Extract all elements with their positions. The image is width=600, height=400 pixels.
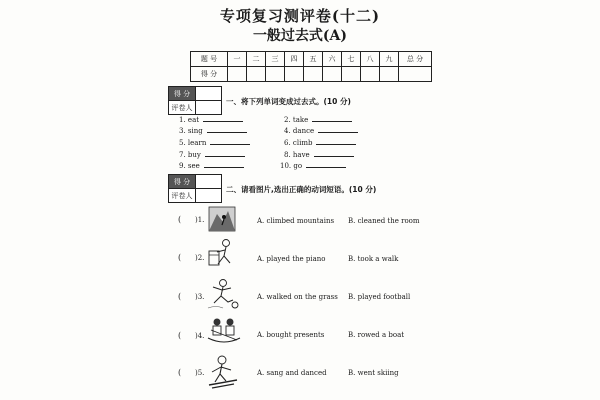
- score-col: 四: [285, 52, 304, 67]
- word-num: 4.: [284, 127, 291, 135]
- option-a[interactable]: A. walked on the grass: [257, 293, 338, 301]
- grader-name-cell[interactable]: [195, 189, 221, 202]
- word-num: 7.: [179, 151, 186, 159]
- grader-score-cell[interactable]: [195, 175, 221, 188]
- score-col: 六: [323, 52, 342, 67]
- word-item: [179, 162, 244, 170]
- answer-blank[interactable]: [207, 132, 247, 133]
- score-table-score-row: [191, 67, 432, 82]
- score-table: [190, 51, 432, 82]
- section1-heading: 一、将下列单词变成过去式。(10 分): [226, 97, 351, 106]
- grader-score-cell[interactable]: [195, 87, 221, 100]
- word-item: [284, 127, 358, 135]
- grader-box-1: [168, 86, 222, 115]
- word-text: have: [292, 151, 310, 159]
- score-total-label: 总 分: [399, 52, 432, 67]
- answer-paren[interactable]: (: [178, 292, 182, 301]
- answer-paren[interactable]: (: [178, 368, 182, 377]
- grader-name-row: [169, 101, 221, 114]
- grader-name-label: 评卷人: [171, 191, 193, 200]
- question-number: )2.: [195, 254, 205, 262]
- word-item: [179, 151, 245, 159]
- boat-picture: [206, 316, 242, 346]
- answer-blank[interactable]: [318, 132, 358, 133]
- score-col: 三: [266, 52, 285, 67]
- word-text: learn: [187, 139, 207, 147]
- score-col: 八: [361, 52, 380, 67]
- piano-picture: [206, 237, 236, 269]
- word-num: 10.: [280, 162, 292, 170]
- word-num: 2.: [284, 116, 291, 124]
- score-cell[interactable]: [285, 67, 304, 82]
- word-text: climb: [292, 139, 313, 147]
- score-cell[interactable]: [304, 67, 323, 82]
- climbing-picture: [208, 206, 236, 232]
- grader-score-row: [169, 87, 221, 101]
- option-b[interactable]: B. took a walk: [348, 255, 399, 263]
- option-b[interactable]: B. went skiing: [348, 369, 399, 377]
- word-num: 9.: [179, 162, 186, 170]
- option-b[interactable]: B. cleaned the room: [348, 217, 420, 225]
- word-text: buy: [187, 151, 201, 159]
- skiing-picture: [206, 354, 240, 390]
- score-cell[interactable]: [361, 67, 380, 82]
- answer-blank[interactable]: [205, 156, 245, 157]
- word-item: [280, 162, 346, 170]
- word-item: [284, 151, 354, 159]
- grader-name-row: [169, 189, 221, 202]
- score-cell[interactable]: [247, 67, 266, 82]
- score-cell[interactable]: [323, 67, 342, 82]
- word-num: 6.: [284, 139, 291, 147]
- score-cell-total[interactable]: [399, 67, 432, 82]
- word-text: see: [187, 162, 200, 170]
- section2-heading: 二、请看图片,选出正确的动词短语。(10 分): [226, 185, 377, 194]
- question-number: )4.: [195, 332, 205, 340]
- score-table-row1-label: 题 号: [191, 52, 228, 67]
- football-picture: [206, 278, 240, 310]
- score-table-header-row: [191, 52, 432, 67]
- question-number: )5.: [195, 369, 205, 377]
- word-num: 3.: [179, 127, 186, 135]
- answer-paren[interactable]: (: [178, 215, 182, 224]
- word-num: 5.: [179, 139, 186, 147]
- word-item: [284, 116, 352, 124]
- option-a[interactable]: A. sang and danced: [257, 369, 327, 377]
- page-subtitle: 一般过去式(A): [252, 28, 348, 44]
- option-a[interactable]: A. bought presents: [257, 331, 325, 339]
- answer-blank[interactable]: [312, 121, 352, 122]
- page-title: 专项复习测评卷(十二): [219, 7, 381, 25]
- word-item: [284, 139, 356, 147]
- score-table-row2-label: 得 分: [191, 67, 228, 82]
- score-cell[interactable]: [266, 67, 285, 82]
- score-cell[interactable]: [342, 67, 361, 82]
- answer-blank[interactable]: [314, 156, 354, 157]
- score-col: 二: [247, 52, 266, 67]
- answer-blank[interactable]: [210, 144, 250, 145]
- grader-name-cell[interactable]: [195, 101, 221, 114]
- grader-box-2: [168, 174, 222, 203]
- score-col: 七: [342, 52, 361, 67]
- grader-score-label: 得 分: [169, 87, 195, 100]
- answer-blank[interactable]: [306, 167, 346, 168]
- answer-blank[interactable]: [203, 121, 243, 122]
- word-num: 8.: [284, 151, 291, 159]
- option-b[interactable]: B. rowed a boat: [348, 331, 405, 339]
- word-item: [179, 116, 243, 124]
- option-b[interactable]: B. played football: [348, 293, 411, 301]
- score-col: 九: [380, 52, 399, 67]
- word-text: sing: [187, 127, 203, 135]
- word-text: take: [292, 116, 309, 124]
- word-num: 1.: [179, 116, 186, 124]
- score-col: 一: [228, 52, 247, 67]
- answer-paren[interactable]: (: [178, 253, 182, 262]
- answer-blank[interactable]: [204, 167, 244, 168]
- word-text: eat: [187, 116, 200, 124]
- question-number: )1.: [195, 216, 205, 224]
- grader-name-label: 评卷人: [171, 103, 193, 112]
- word-item: [179, 127, 247, 135]
- grader-score-label: 得 分: [169, 175, 195, 188]
- grader-score-row: [169, 175, 221, 189]
- option-a[interactable]: A. climbed mountains: [257, 217, 335, 225]
- score-cell[interactable]: [380, 67, 399, 82]
- word-item: [179, 139, 250, 147]
- option-a[interactable]: A. played the piano: [257, 255, 326, 263]
- question-number: )3.: [195, 293, 205, 301]
- word-text: go: [293, 162, 303, 170]
- score-col: 五: [304, 52, 323, 67]
- answer-paren[interactable]: (: [178, 331, 182, 340]
- score-cell[interactable]: [228, 67, 247, 82]
- word-text: dance: [292, 127, 315, 135]
- answer-blank[interactable]: [316, 144, 356, 145]
